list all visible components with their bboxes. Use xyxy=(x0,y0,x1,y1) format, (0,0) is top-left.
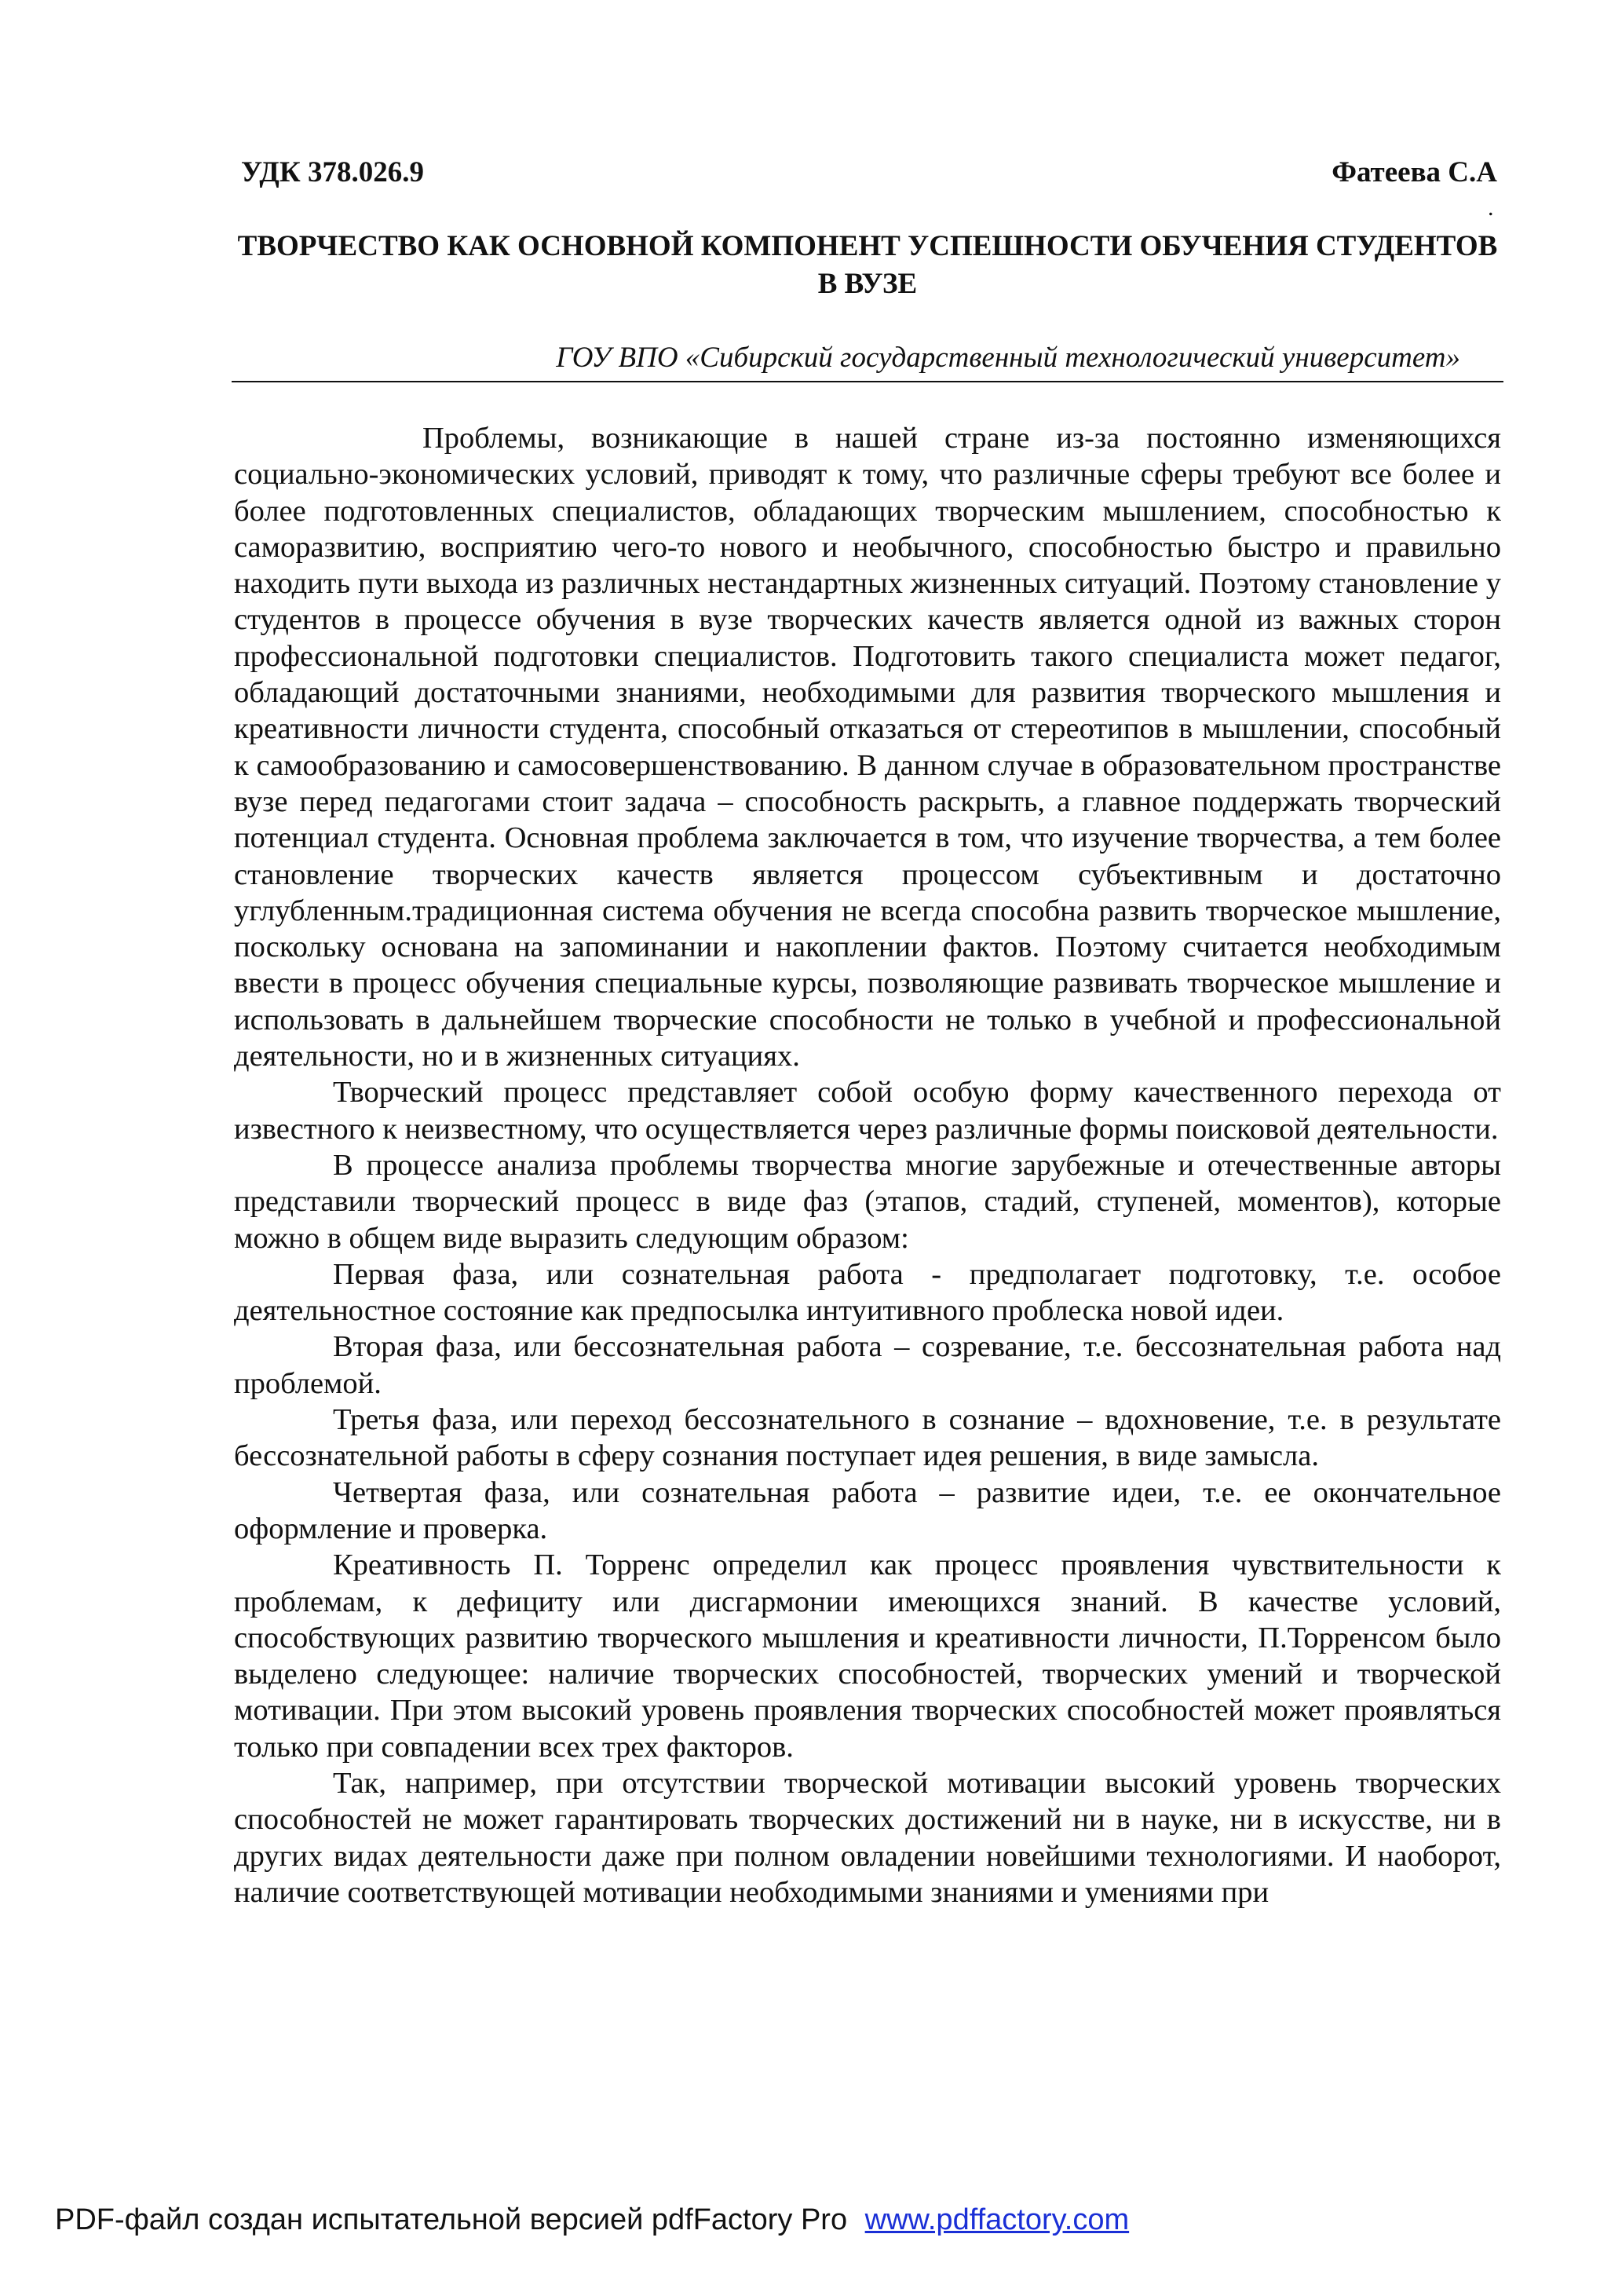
article-title: ТВОРЧЕСТВО КАК ОСНОВНОЙ КОМПОНЕНТ УСПЕШНОСТИ ОБУЧЕНИЯ СТУДЕНТОВ В ВУЗЕ xyxy=(237,230,1498,300)
paragraph: В процессе анализа проблемы творчества многие зарубежные и отечественные авторы представили творческий процесс в виде фаз (этапов, стадий, ступеней, моментов), которые можно в общем виде выразить следующим образом: xyxy=(234,1148,1501,1255)
footer-text: PDF-файл создан испытательной версией pdfFactory Pro xyxy=(55,2203,848,2236)
author-name: Фатеева С.А xyxy=(1332,156,1497,188)
footer-link[interactable]: www.pdffactory.com xyxy=(864,2203,1130,2236)
article-body xyxy=(234,420,1501,1910)
paragraph: Первая фаза, или сознательная работа - предполагает подготовку, т.е. особое деятельностное состояние как предпосылка интуитивного проблеска новой идеи. xyxy=(234,1257,1501,1328)
paragraph: Так, например, при отсутствии творческой мотивации высокий уровень творческих способностей не может гарантировать творческих достижений ни в науке, ни в искусстве, ни в других видах деятельности даже при полном овладении новейшими технологиями. И наоборот, наличие соответствующей мотивации необходимыми знаниями и умениями при xyxy=(234,1766,1501,1909)
horizontal-rule xyxy=(232,381,1503,382)
header-row xyxy=(241,155,1497,198)
pdf-footer xyxy=(55,2203,1129,2237)
udk-code: УДК 378.026.9 xyxy=(241,156,424,188)
paragraph: Вторая фаза, или бессознательная работа – созревание, т.е. бессознательная работа над проблемой. xyxy=(234,1330,1501,1400)
paragraph: Творческий процесс представляет собой особую форму качественного перехода от известного к неизвестному, что осуществляется через различные формы поисковой деятельности. xyxy=(234,1076,1501,1146)
paragraph: Третья фаза, или переход бессознательного в сознание – вдохновение, т.е. в результате бессознательной работы в сферу сознания поступает идея решения, в виде замысла. xyxy=(234,1403,1501,1473)
paragraph: Четвертая фаза, или сознательная работа – развитие идеи, т.е. ее окончательное оформление и проверка. xyxy=(234,1475,1501,1545)
paragraph: Креативность П. Торренс определил как процесс проявления чувствительности к проблемам, к дефициту или дисгармонии имеющихся знаний. В качестве условий, способствующих развитию творческого мышления и креативности личности, П.Торренсом было выделено следующее: наличие творческих способностей, творческих умений и творческой мотивации. При этом высокий уровень проявления творческих способностей может проявляться только при совпадении всех трех факторов. xyxy=(234,1548,1501,1764)
stray-dot: . xyxy=(1488,195,1494,221)
affiliation: ГОУ ВПО «Сибирский государственный технологический университет» xyxy=(556,342,1460,374)
paragraph: Проблемы, возникающие в нашей стране из-за постоянно изменяющихся социально-экономических условий, приводят к тому, что различные сферы требуют все более и более подготовленных специалистов, обладающих творческим мышлением, способностью к саморазвитию, восприятию чего-то нового и необычного, способностью быстро и правильно находить пути выхода из различных нестандартных жизненных ситуаций. Поэтому становление у студентов в процессе обучения в вузе творческих качеств является одной из важных сторон профессиональной подготовки специалистов. Подготовить такого специалиста может педагог, обладающий достаточными знаниями, необходимыми для развития творческого мышления и креативности личности студента, способный отказаться от стереотипов в мышлении, способный к самообразованию и самосовершенствованию. В данном случае в образовательном пространстве вузе перед педагогами стоит задача – способность раскрыть, а главное поддержать творческий потенциал студента. Основная проблема заключается в том, что изучение творчества, а тем более становление творческих качеств является процессом субъективным и достаточно углубленным.традиционная система обучения не всегда способна развить творческое мышление, поскольку основана на запоминании и накоплении фактов. Поэтому считается необходимым ввести в процесс обучения специальные курсы, позволяющие развивать творческое мышление и использовать в дальнейшем творческие способности не только в учебной и профессиональной деятельности, но и в жизненных ситуациях. xyxy=(234,422,1501,1073)
